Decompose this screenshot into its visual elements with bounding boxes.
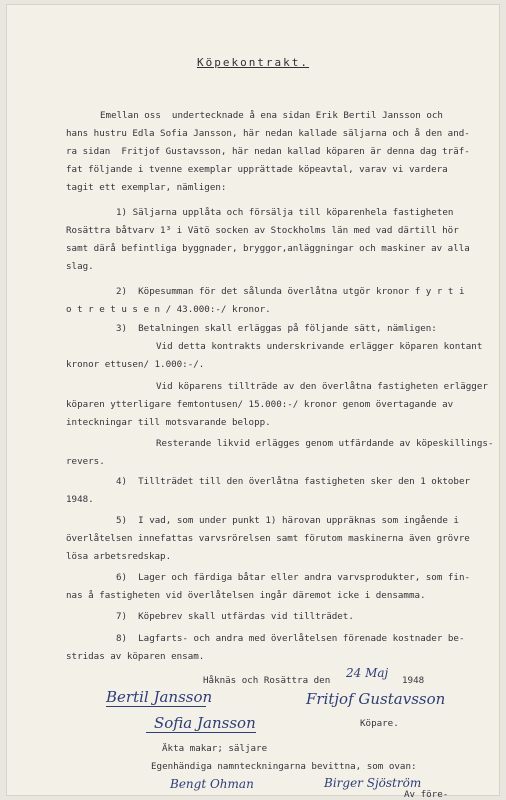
text-line: samt därå befintliga byggnader, bryggor,anläggningar och maskiner av alla [66,243,470,254]
signature-line [106,706,206,707]
text-line: revers. [66,456,105,467]
place-date-line: Håknäs och Rosättra den [203,675,331,686]
text-line: 2) Köpesumman för det sålunda överlåtna utgör kronor f y r t i [116,286,465,297]
text-line: stridas av köparen ensam. [66,651,205,662]
text-line: lösa arbetsredskap. [66,551,172,562]
text-line: Vid köparens tillträde av den överlåtna fastigheten erlägger [156,381,488,392]
text-line: inteckningar till motsvarande belopp. [66,417,271,428]
text-line: köparen ytterligare femtontusen/ 15.000:-/ kronor genom övertagande av [66,399,454,410]
seller-signature-1: Bertil Jansson [106,688,213,706]
buyer-signature: Fritjof Gustavsson [306,690,446,708]
text-line: 7) Köpebrev skall utfärdas vid tillträdet. [116,611,354,622]
witness-role-text: Av före- [404,789,449,800]
text-line: 8) Lagfarts- och andra med överlåtelsen förenade kostnader be- [116,633,465,644]
signature-line [146,732,256,733]
text-line: 5) I vad, som under punkt 1) härovan uppräknas som ingående i [116,515,459,526]
year-text: 1948 [402,675,425,686]
text-line: 3) Betalningen skall erläggas på följande sätt, nämligen: [116,323,437,334]
witness-note: Egenhändiga namnteckningarna bevittna, som ovan: [151,761,417,772]
text-line: Resterande likvid erlägges genom utfärdande av köpeskillings- [156,438,494,449]
seller-signature-2: Sofia Jansson [154,714,256,732]
text-line: Vid detta kontrakts underskrivande erlägger köparen kontant [156,341,483,352]
witness-signature-2: Birger Sjöström [324,776,422,790]
document-title: Köpekontrakt. [196,56,310,69]
text-line: o t r e t u s e n / 43.000:-/ kronor. [66,304,271,315]
text-line: 4) Tillträdet till den överlåtna fastigheten sker den 1 oktober [116,476,471,487]
text-line: tagit ett exemplar, nämligen: [66,182,227,193]
text-line: nas å fastigheten vid överlåtelsen ingår däremot icke i densamma. [66,590,426,601]
buyer-label: Köpare. [360,718,399,729]
contract-page [6,4,500,800]
text-line: fat följande i tvenne exemplar upprättade köpeavtal, varav vi vardera [66,164,448,175]
text-line: Emellan oss undertecknade å ena sidan Erik Bertil Jansson och [100,110,443,121]
handwritten-date: 24 Maj [346,666,389,680]
text-line: Rosättra båtvarv 1³ i Vätö socken av Stockholms län med vad därtill hör [66,225,459,236]
text-line: 1) Säljarna upplåta och försälja till köparenhela fastigheten [116,207,454,218]
text-line: slag. [66,261,94,272]
text-line: ra sidan Fritjof Gustavsson, här nedan kallad köparen är denna dag träf- [66,146,470,157]
text-line: 1948. [66,494,94,505]
text-line: kronor ettusen/ 1.000:-/. [66,359,205,370]
witness-signature-1: Bengt Ohman [170,777,254,791]
sellers-label: Äkta makar; säljare [162,743,268,754]
text-line: överlåtelsen innefattas varvsrörelsen samt förutom maskinerna även grövre [66,533,470,544]
text-line: 6) Lager och färdiga båtar eller andra varvsprodukter, som fin- [116,572,471,583]
text-line: hans hustru Edla Sofia Jansson, här nedan kallade säljarna och å den and- [66,128,470,139]
